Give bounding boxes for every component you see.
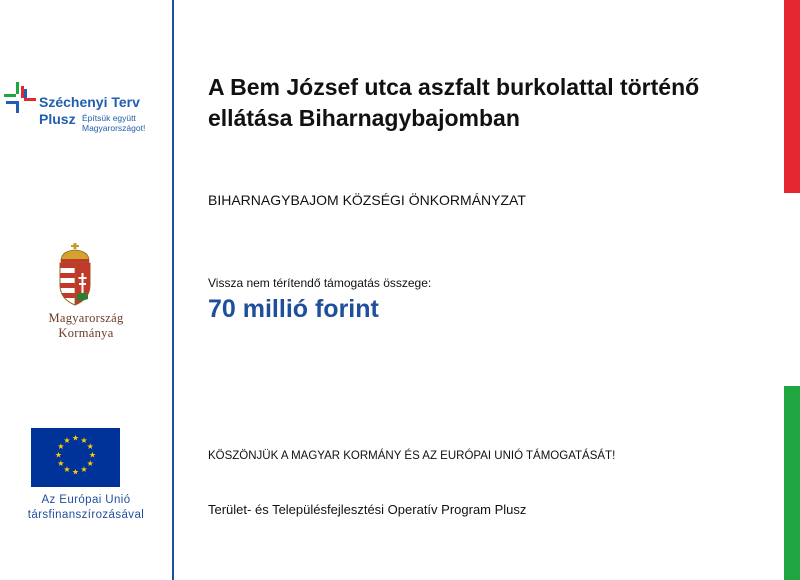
svg-text:★: ★ xyxy=(71,433,80,443)
logo-sidebar xyxy=(0,0,172,580)
thanks-text: KÖSZÖNJÜK A MAGYAR KORMÁNY ÉS AZ EURÓPAI UNIÓ TÁMOGATÁSÁT! xyxy=(208,450,616,462)
government-logo xyxy=(0,243,172,343)
government-name-line1: Magyarország xyxy=(48,311,124,325)
szechenyi-plusz: Plusz xyxy=(39,111,76,127)
szechenyi-tagline-2: Magyarországot! xyxy=(82,123,146,133)
svg-text:★: ★ xyxy=(71,467,80,477)
svg-text:★: ★ xyxy=(63,435,71,445)
beneficiary-name: BIHARNAGYBAJOM KÖZSÉGI ÖNKORMÁNYZAT xyxy=(208,192,526,208)
program-name: Terület- és Településfejlesztési Operatív Program Plusz xyxy=(208,502,527,517)
szechenyi-cross-icon xyxy=(4,78,36,118)
szechenyi-tagline-1: Építsük együtt xyxy=(82,113,136,123)
coat-of-arms-icon xyxy=(55,243,95,307)
flag-stripe-red xyxy=(784,0,800,193)
svg-text:★: ★ xyxy=(80,435,88,445)
eu-caption-line2: társfinanszírozásával xyxy=(27,509,145,521)
szechenyi-terv-logo xyxy=(4,78,169,138)
svg-text:★: ★ xyxy=(80,465,88,475)
project-title: A Bem József utca aszfalt burkolattal történő ellátása Biharnagybajomban xyxy=(208,74,700,131)
sidebar-divider xyxy=(172,0,174,580)
szechenyi-tagline xyxy=(82,113,145,133)
szechenyi-title: Széchenyi Terv xyxy=(39,94,140,110)
eu-caption-line1: Az Európai Unió xyxy=(41,494,131,506)
flag-stripe-white xyxy=(784,193,800,386)
svg-text:★: ★ xyxy=(54,450,63,460)
government-name-line2: Kormánya xyxy=(58,326,114,340)
svg-text:★: ★ xyxy=(57,459,65,468)
svg-text:★: ★ xyxy=(63,465,71,475)
svg-text:★: ★ xyxy=(86,442,94,451)
svg-text:★: ★ xyxy=(86,459,94,468)
grant-amount: 70 millió forint xyxy=(208,295,379,323)
eu-flag-icon xyxy=(31,428,120,487)
svg-text:★: ★ xyxy=(57,442,65,451)
flag-stripe-green xyxy=(784,386,800,580)
grant-label: Vissza nem térítendő támogatás összege: xyxy=(208,276,432,290)
svg-text:★: ★ xyxy=(88,450,97,460)
